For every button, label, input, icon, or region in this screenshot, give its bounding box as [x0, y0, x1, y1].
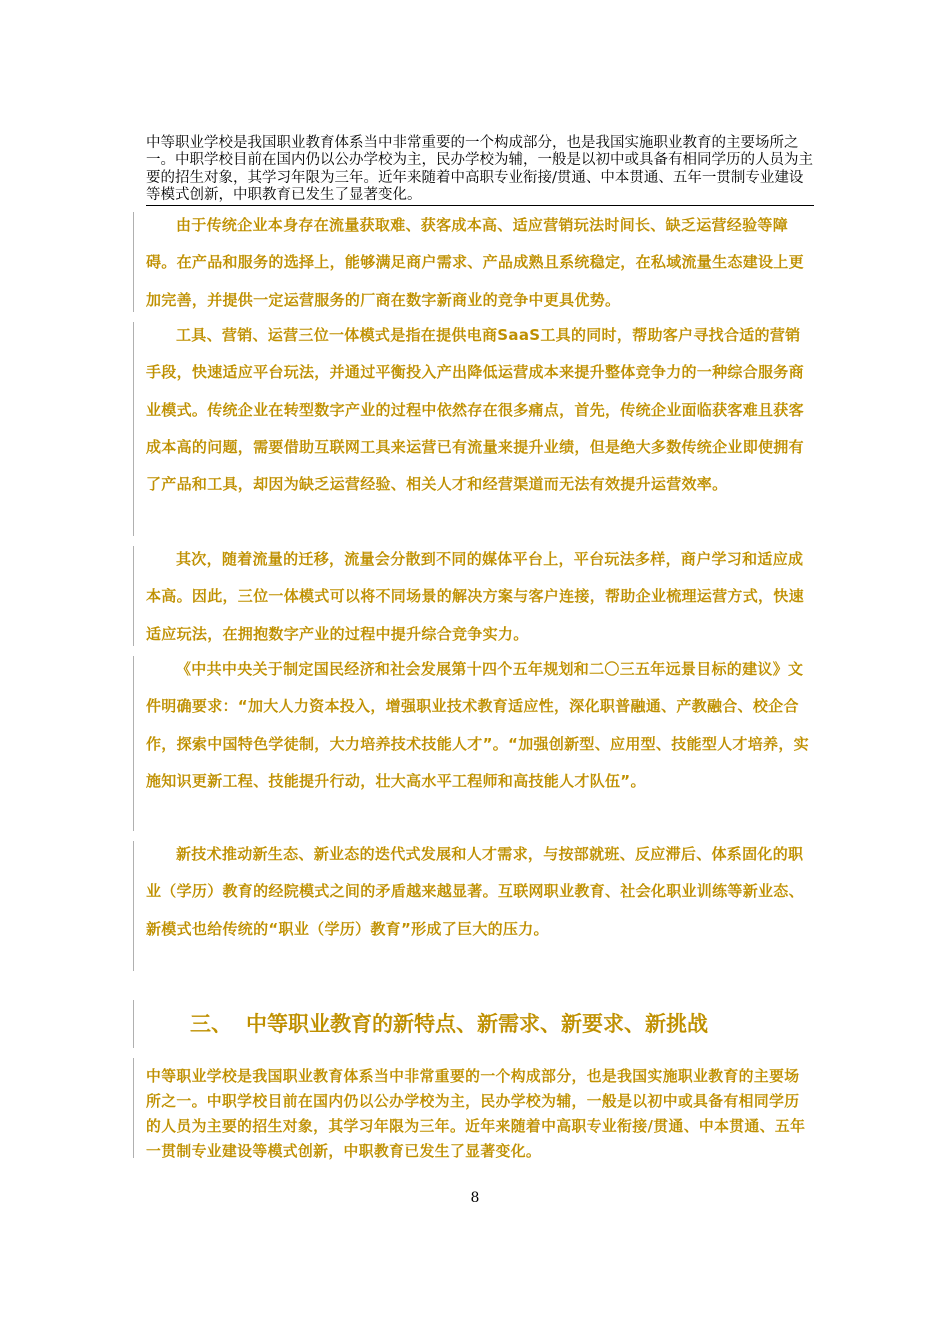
page-number: 8: [470, 1190, 480, 1206]
intro-text: 中等职业学校是我国职业教育体系当中非常重要的一个构成部分，也是我国实施职业教育的主要场所之一。中职学校目前在国内仍以公办学校为主，民办学校为辅，一般是以初中或具备有相同学历的人员为主要的招生对象，其学习年限为三年。近年来随着中高职专业衔接/贯通、中本贯通、五年一贯制专业建设等模式创新，中职教育已发生了显著变化。: [146, 135, 813, 203]
margin-bar: [133, 546, 134, 646]
section-title: 中等职业教育的新特点、新需求、新要求、新挑战: [246, 1012, 708, 1036]
margin-bar: [133, 656, 134, 831]
body-paragraph-4: 《中共中央关于制定国民经济和社会发展第十四个五年规划和二〇三五年远景目标的建议》文件明确要求：“加大人力资本投入，增强职业技术教育适应性，深化职普融通、产教融合、校企合作，探索中国特色学徒制，大力培养技术技能人才”。“加强创新型、应用型、技能型人才培养，实施知识更新工程、技能提升行动，壮大高水平工程师和高技能人才队伍”。: [146, 660, 809, 790]
intro-paragraph: [146, 135, 814, 206]
margin-bar: [133, 212, 134, 312]
closing-paragraph: 中等职业学校是我国职业教育体系当中非常重要的一个构成部分，也是我国实施职业教育的主要场所之一。中职学校目前在国内仍以公办学校为主，民办学校为辅，一般是以初中或具备有相同学历的人员为主要的招生对象，其学习年限为三年。近年来随着中高职专业衔接/贯通、中本贯通、五年一贯制专业建设等模式创新，中职教育已发生了显著变化。: [146, 1068, 806, 1160]
body-paragraph-5: 新技术推动新生态、新业态的迭代式发展和人才需求，与按部就班、反应滞后、体系固化的职业（学历）教育的经院模式之间的矛盾越来越显著。互联网职业教育、社会化职业训练等新业态、新模式也给传统的“职业（学历）教育”形成了巨大的压力。: [146, 845, 804, 938]
margin-bar: [133, 841, 134, 971]
margin-bar: [133, 1000, 134, 1048]
body-paragraph-1: 由于传统企业本身存在流量获取难、获客成本高、适应营销玩法时间长、缺乏运营经验等障碍。在产品和服务的选择上，能够满足商户需求、产品成熟且系统稳定，在私域流量生态建设上更加完善，并提供一定运营服务的厂商在数字新商业的竞争中更具优势。: [146, 216, 804, 309]
body-paragraph-3: 其次，随着流量的迁移，流量会分散到不同的媒体平台上，平台玩法多样，商户学习和适应成本高。因此，三位一体模式可以将不同场景的解决方案与客户连接，帮助企业梳理运营方式，快速适应玩法，在拥抱数字产业的过程中提升综合竞争实力。: [146, 550, 804, 643]
section-heading: [190, 1008, 708, 1038]
margin-bar: [133, 1058, 134, 1158]
body-paragraph-2: 工具、营销、运营三位一体模式是指在提供电商SaaS工具的同时，帮助客户寻找合适的营销手段，快速适应平台玩法，并通过平衡投入产出降低运营成本来提升整体竞争力的一种综合服务商业模式。传统企业在转型数字产业的过程中依然存在很多痛点，首先，传统企业面临获客难且获客成本高的问题，需要借助互联网工具来运营已有流量来提升业绩，但是绝大多数传统企业即使拥有了产品和工具，却因为缺乏运营经验、相关人才和经营渠道而无法有效提升运营效率。: [146, 326, 804, 494]
section-number: 三、: [190, 1012, 232, 1036]
margin-bar: [133, 322, 134, 536]
